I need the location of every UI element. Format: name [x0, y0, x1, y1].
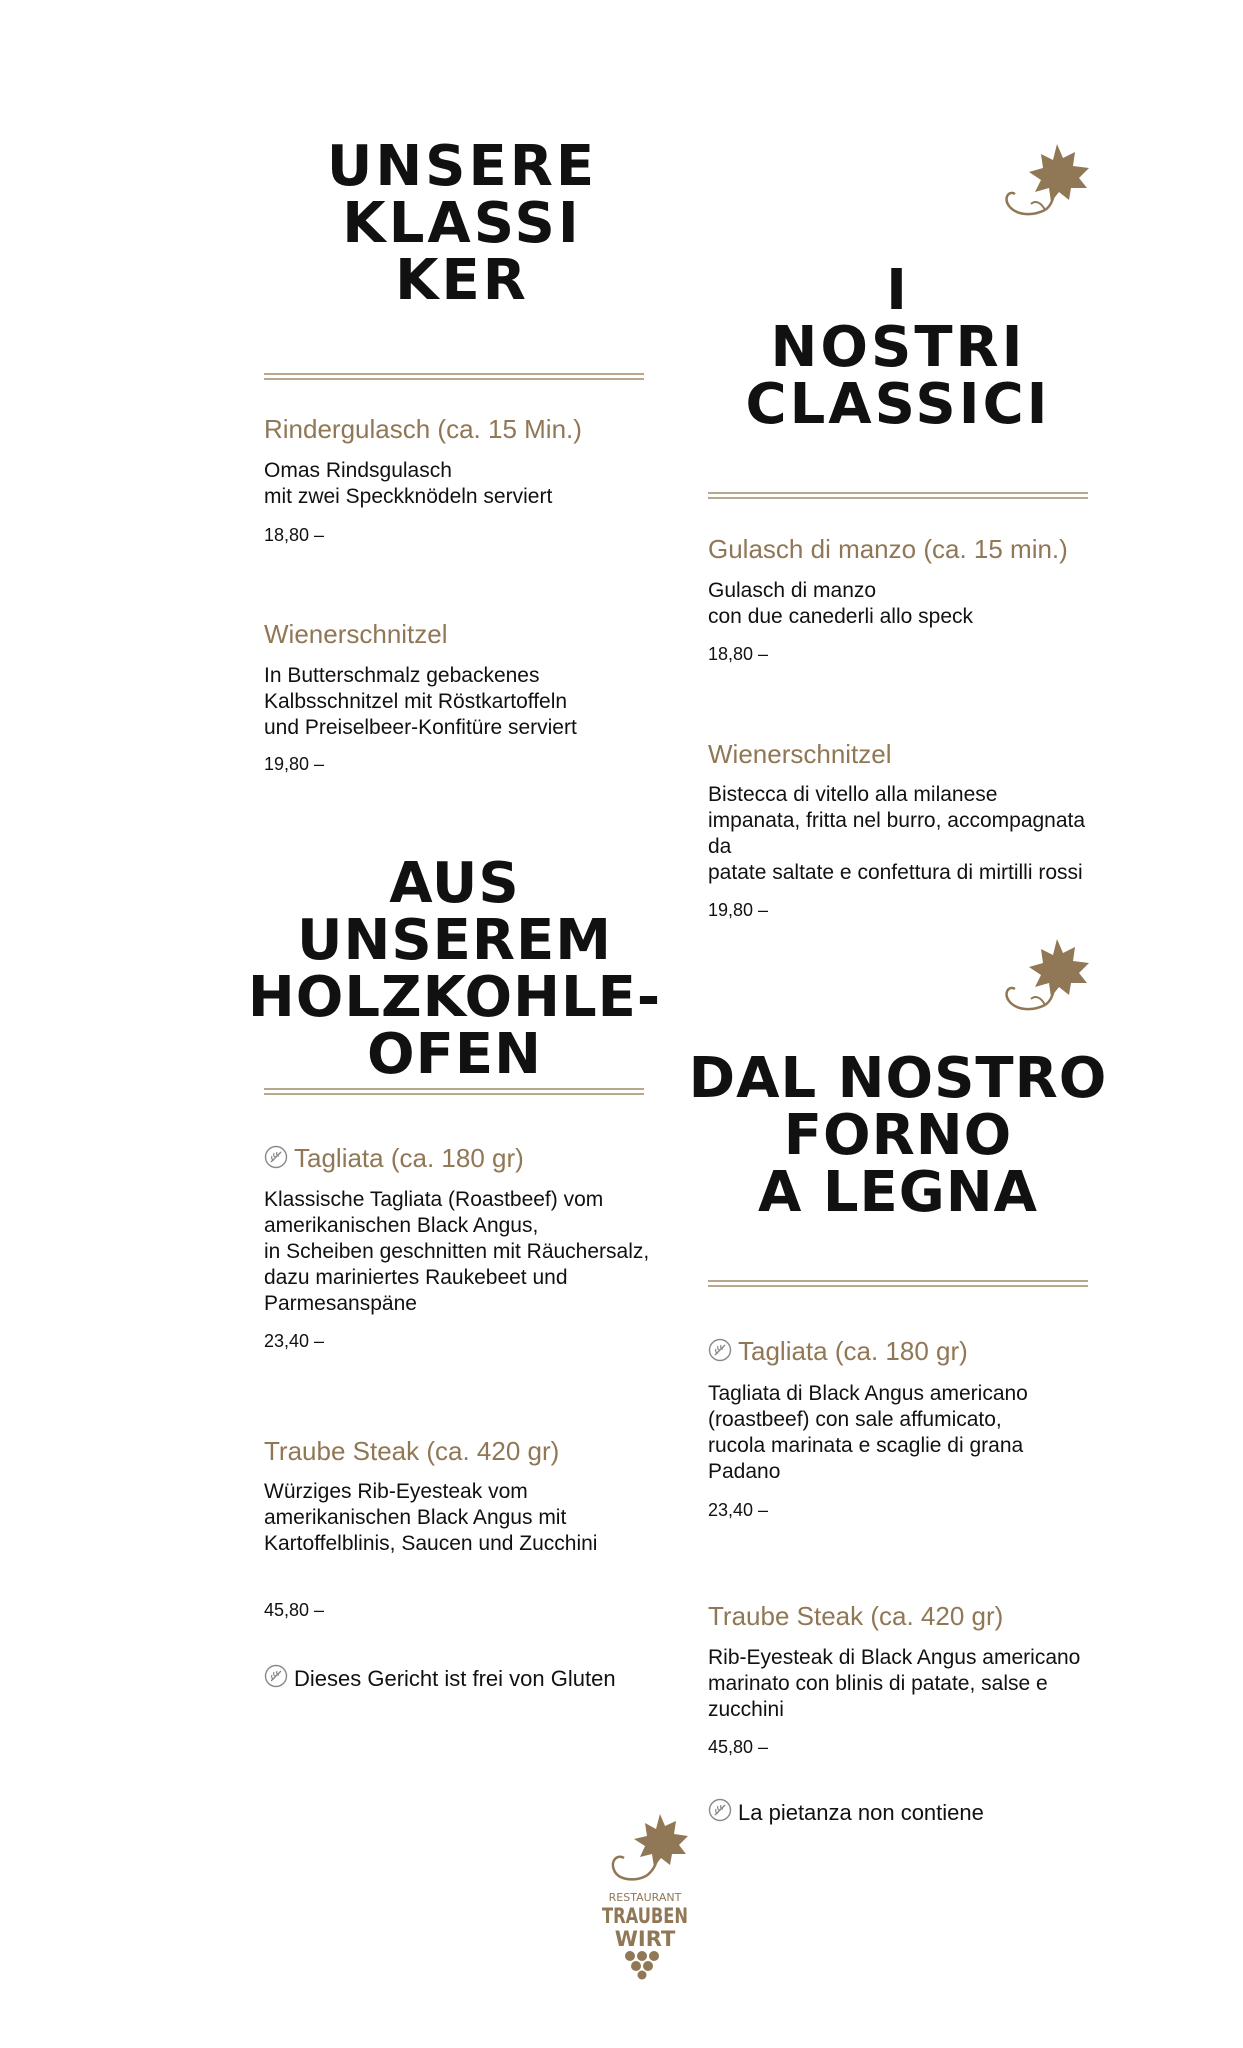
dish-title-text: Tagliata (ca. 180 gr)	[738, 1336, 968, 1366]
gluten-free-icon	[708, 1338, 732, 1362]
logo-line-wirt: WIRT	[614, 1927, 676, 1951]
dish-title-rindergulasch: Rindergulasch (ca. 15 Min.)	[264, 414, 582, 444]
dish-price-tagliata-it: 23,40 –	[708, 1500, 769, 1520]
heading-holzkohleofen: AUS UNSEREM HOLZKOHLE- OFEN	[247, 851, 662, 1087]
gluten-free-note	[264, 1664, 616, 1693]
dish-desc-wienerschnitzel: In Butterschmalz gebackenes Kalbsschnitzel mit Röstkartoffeln und Preiselbeer-Konfitüre serviert	[264, 664, 577, 739]
dish-price-traube-steak-it: 45,80 –	[708, 1737, 769, 1757]
restaurant-logo	[590, 1810, 700, 1980]
dish-title-tagliata-it	[708, 1336, 968, 1366]
dish-desc-tagliata-it: Tagliata di Black Angus americano (roastbeef) con sale affumicato, rucola marinata e scaglie di grana Padano	[708, 1382, 1028, 1483]
divider-rule	[708, 492, 1088, 499]
dish-price-wienerschnitzel-it: 19,80 –	[708, 900, 769, 920]
grapes-icon	[625, 1951, 659, 1980]
dish-desc-traube-steak: Würziges Rib-Eyesteak vom amerikanischen Black Angus mit Kartoffelblinis, Saucen und Zucchini	[264, 1480, 598, 1555]
dish-title-traube-steak: Traube Steak (ca. 420 gr)	[264, 1436, 560, 1466]
vine-leaf-icon	[613, 1814, 688, 1879]
dish-desc-rindergulasch: Omas Rindsgulasch mit zwei Speckknödeln serviert	[264, 459, 553, 508]
dish-price-rindergulasch: 18,80 –	[264, 525, 325, 545]
gluten-free-note-text: La pietanza non contiene	[738, 1800, 984, 1825]
divider-rule	[264, 1088, 644, 1095]
dish-price-gulasch-di-manzo: 18,80 –	[708, 644, 769, 664]
vine-leaf-icon	[995, 140, 1095, 220]
dish-desc-traube-steak-it: Rib-Eyesteak di Black Angus americano marinato con blinis di patate, salse e zucchini	[708, 1646, 1081, 1721]
vine-leaf-icon	[995, 935, 1095, 1015]
divider-rule	[264, 373, 644, 380]
dish-price-tagliata: 23,40 –	[264, 1331, 325, 1351]
gluten-free-icon	[264, 1145, 288, 1169]
dish-title-traube-steak-it: Traube Steak (ca. 420 gr)	[708, 1601, 1004, 1631]
heading-forno-a-legna: DAL NOSTRO FORNO A LEGNA	[688, 1046, 1108, 1225]
divider-rule	[708, 1280, 1088, 1287]
heading-i-nostri-classici: I NOSTRI CLASSICI	[745, 258, 1051, 437]
dish-desc-wienerschnitzel-it: Bistecca di vitello alla milanese impanata, fritta nel burro, accompagnata da patate saltate e confettura di mirtilli rossi	[708, 783, 1086, 884]
gluten-free-icon	[708, 1798, 732, 1822]
logo-line-trauben: TRAUBEN	[602, 1904, 688, 1928]
dish-price-wienerschnitzel: 19,80 –	[264, 754, 325, 774]
gluten-free-note-it	[708, 1798, 984, 1827]
dish-title-text: Tagliata (ca. 180 gr)	[294, 1143, 524, 1173]
dish-title-wienerschnitzel-it: Wienerschnitzel	[708, 739, 892, 769]
dish-title-tagliata	[264, 1143, 524, 1173]
dish-desc-gulasch-di-manzo: Gulasch di manzo con due canederli allo speck	[708, 579, 974, 628]
gluten-free-icon	[264, 1664, 288, 1688]
heading-unsere-klassiker: UNSERE KLASSI KER	[326, 134, 598, 313]
dish-desc-tagliata: Klassische Tagliata (Roastbeef) vom amerikanischen Black Angus, in Scheiben geschnitten mit Räuchersalz, dazu mariniertes Raukebeet und Parmesanspäne	[264, 1188, 650, 1315]
gluten-free-note-text: Dieses Gericht ist frei von Gluten	[294, 1666, 616, 1691]
dish-title-wienerschnitzel: Wienerschnitzel	[264, 619, 448, 649]
dish-price-traube-steak: 45,80 –	[264, 1600, 325, 1620]
dish-title-gulasch-di-manzo: Gulasch di manzo (ca. 15 min.)	[708, 534, 1068, 564]
logo-line-restaurant: RESTAURANT	[608, 1891, 682, 1904]
